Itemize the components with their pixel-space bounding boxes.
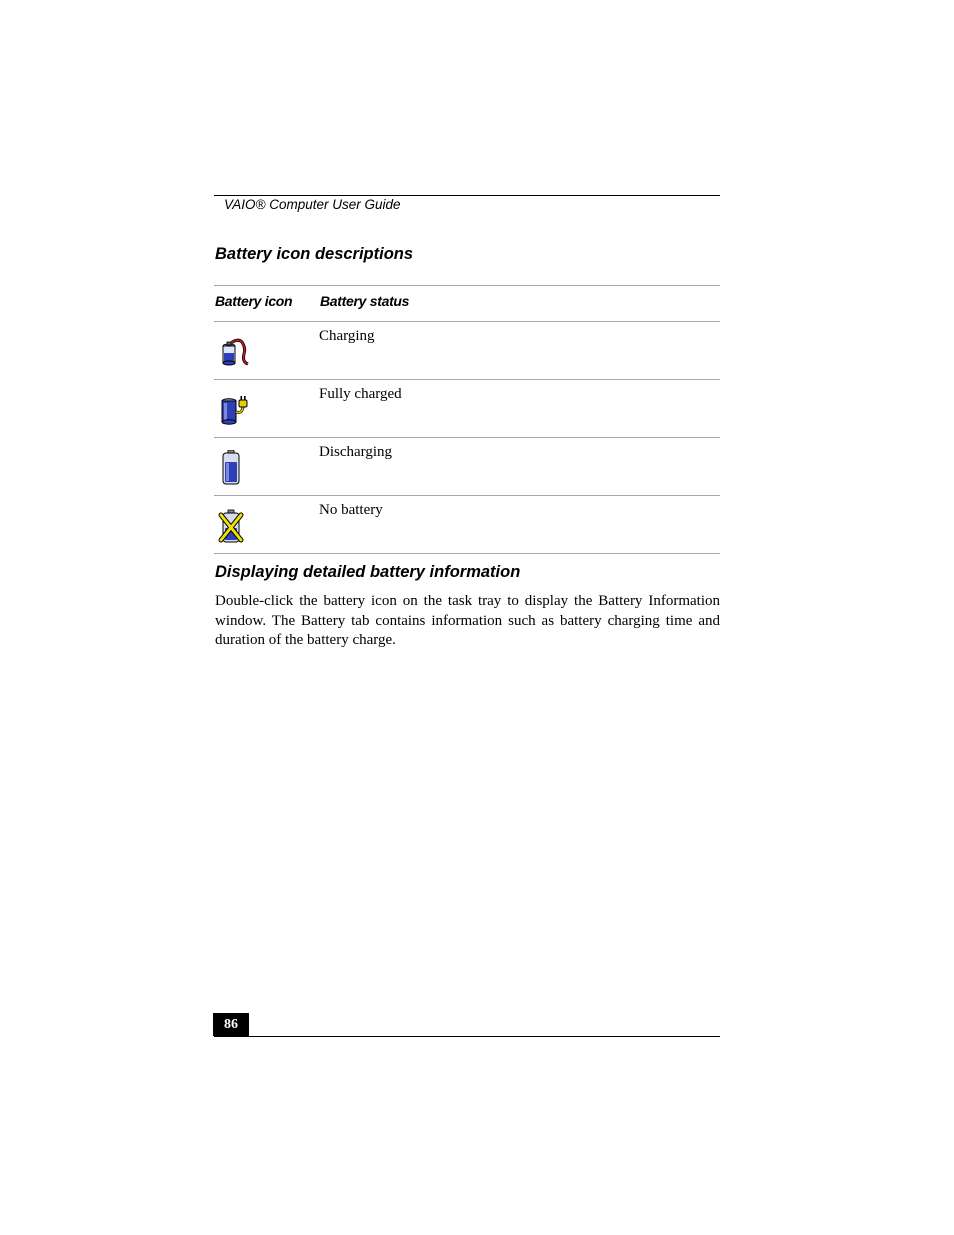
running-head: VAIO® Computer User Guide — [224, 197, 401, 212]
no-battery-icon — [218, 508, 252, 544]
status-text: Charging — [319, 328, 375, 344]
table-row — [214, 322, 720, 380]
page-number: 86 — [213, 1013, 249, 1036]
body-paragraph: Double-click the battery icon on the task tray to display the Battery Information window. The Battery tab contains information such as battery charging time and duration of the battery charge. — [215, 593, 720, 648]
table-row — [214, 380, 720, 438]
column-header-status: Battery status — [320, 293, 410, 309]
status-text: Fully charged — [319, 386, 402, 402]
battery-discharging-icon — [218, 450, 252, 486]
header-rule — [214, 195, 720, 196]
table-row — [214, 496, 720, 554]
status-text: No battery — [319, 502, 383, 518]
battery-charging-icon — [218, 334, 252, 370]
status-text: Discharging — [319, 444, 393, 460]
column-header-icon: Battery icon — [215, 293, 293, 309]
section-title-battery-icons: Battery icon descriptions — [215, 245, 414, 263]
section-title-detailed-info: Displaying detailed battery information — [215, 563, 521, 581]
footer-rule — [214, 1036, 720, 1037]
table-row — [214, 438, 720, 496]
battery-icon-table — [214, 285, 720, 554]
table-header — [214, 286, 720, 322]
battery-fully-charged-icon — [218, 392, 252, 428]
